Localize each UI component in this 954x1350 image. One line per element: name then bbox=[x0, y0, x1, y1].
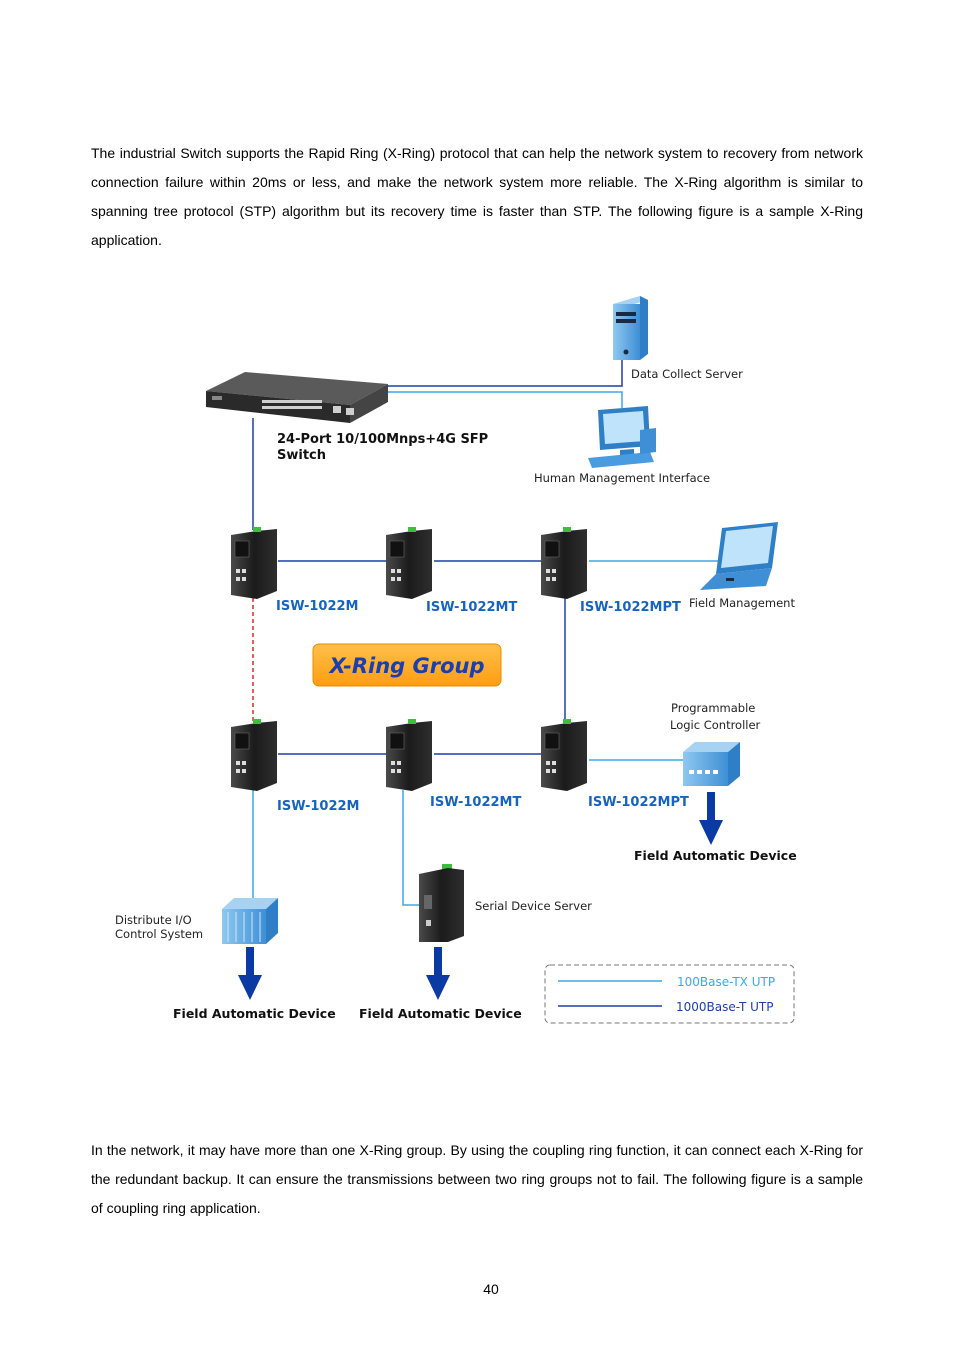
arrow-down-icon bbox=[699, 792, 723, 845]
switch-label-top-2: ISW-1022MT bbox=[426, 600, 518, 615]
hmi-label: Human Management Interface bbox=[534, 471, 711, 485]
coupling-paragraph: In the network, it may have more than one X-Ring group. By using the coupling ring function, it can connect each X-Ring for the redundant backup. It can ensure the transmissions between two ring groups not to fail. The following figure is a sample of coupling ring application. bbox=[91, 1142, 863, 1216]
industrial-switch-icon bbox=[386, 527, 432, 599]
arrow-down-icon bbox=[426, 947, 450, 1000]
switch-label-bottom-1: ISW-1022M bbox=[277, 799, 360, 814]
serial-device-server-icon bbox=[419, 864, 464, 942]
data-collect-server-label: Data Collect Server bbox=[631, 367, 743, 381]
field-device-mid-label: Field Automatic Device bbox=[359, 1006, 522, 1021]
core-switch-label-line1: 24-Port 10/100Mnps+4G SFP bbox=[277, 432, 489, 447]
legend-box bbox=[545, 965, 794, 1023]
page-number: 40 bbox=[483, 1281, 499, 1297]
distribute-io-icon bbox=[222, 898, 278, 944]
industrial-switch-icon bbox=[231, 527, 277, 599]
server-icon bbox=[613, 296, 648, 360]
distribute-io-label-line2: Control System bbox=[115, 927, 204, 941]
arrow-down-icon bbox=[238, 947, 262, 1000]
industrial-switch-icon bbox=[541, 719, 587, 791]
field-device-left-label: Field Automatic Device bbox=[173, 1006, 336, 1021]
link-switch-hmi bbox=[388, 392, 622, 408]
plc-icon bbox=[683, 742, 740, 786]
industrial-switch-icon bbox=[231, 719, 277, 791]
laptop-icon bbox=[700, 522, 778, 590]
field-device-right-label: Field Automatic Device bbox=[634, 848, 797, 863]
industrial-switch-icon bbox=[541, 527, 587, 599]
core-switch-icon bbox=[206, 372, 388, 423]
legend-label-100: 100Base-TX UTP bbox=[677, 975, 776, 989]
legend-label-1000: 1000Base-T UTP bbox=[676, 1000, 774, 1014]
industrial-switch-icon bbox=[386, 719, 432, 791]
x-ring-diagram bbox=[100, 290, 820, 1040]
switch-label-top-1: ISW-1022M bbox=[276, 599, 359, 614]
serial-device-server-label: Serial Device Server bbox=[475, 899, 592, 913]
plc-label-line2: Logic Controller bbox=[670, 718, 761, 732]
field-management-label: Field Management bbox=[689, 596, 795, 610]
intro-paragraph: The industrial Switch supports the Rapid Ring (X-Ring) protocol that can help the network system to recovery from network connection failure within 20ms or less, and make the network system more reliable. The X-Ring algorithm is similar to spanning tree protocol (STP) algorithm but its recovery time is faster than STP. The following figure is a sample X-Ring application. bbox=[91, 145, 863, 248]
legend bbox=[545, 965, 794, 1023]
distribute-io-label-line1: Distribute I/O bbox=[115, 913, 192, 927]
hmi-monitor-icon bbox=[588, 406, 656, 468]
link-serial-server bbox=[403, 790, 420, 905]
plc-label-line1: Programmable bbox=[671, 701, 756, 715]
switch-label-top-3: ISW-1022MPT bbox=[580, 600, 681, 615]
switch-label-bottom-2: ISW-1022MT bbox=[430, 795, 522, 810]
core-switch-label-line2: Switch bbox=[277, 448, 327, 463]
x-ring-group-label: X-Ring Group bbox=[329, 654, 485, 678]
switch-label-bottom-3: ISW-1022MPT bbox=[588, 795, 689, 810]
link-switch-server bbox=[388, 330, 622, 386]
